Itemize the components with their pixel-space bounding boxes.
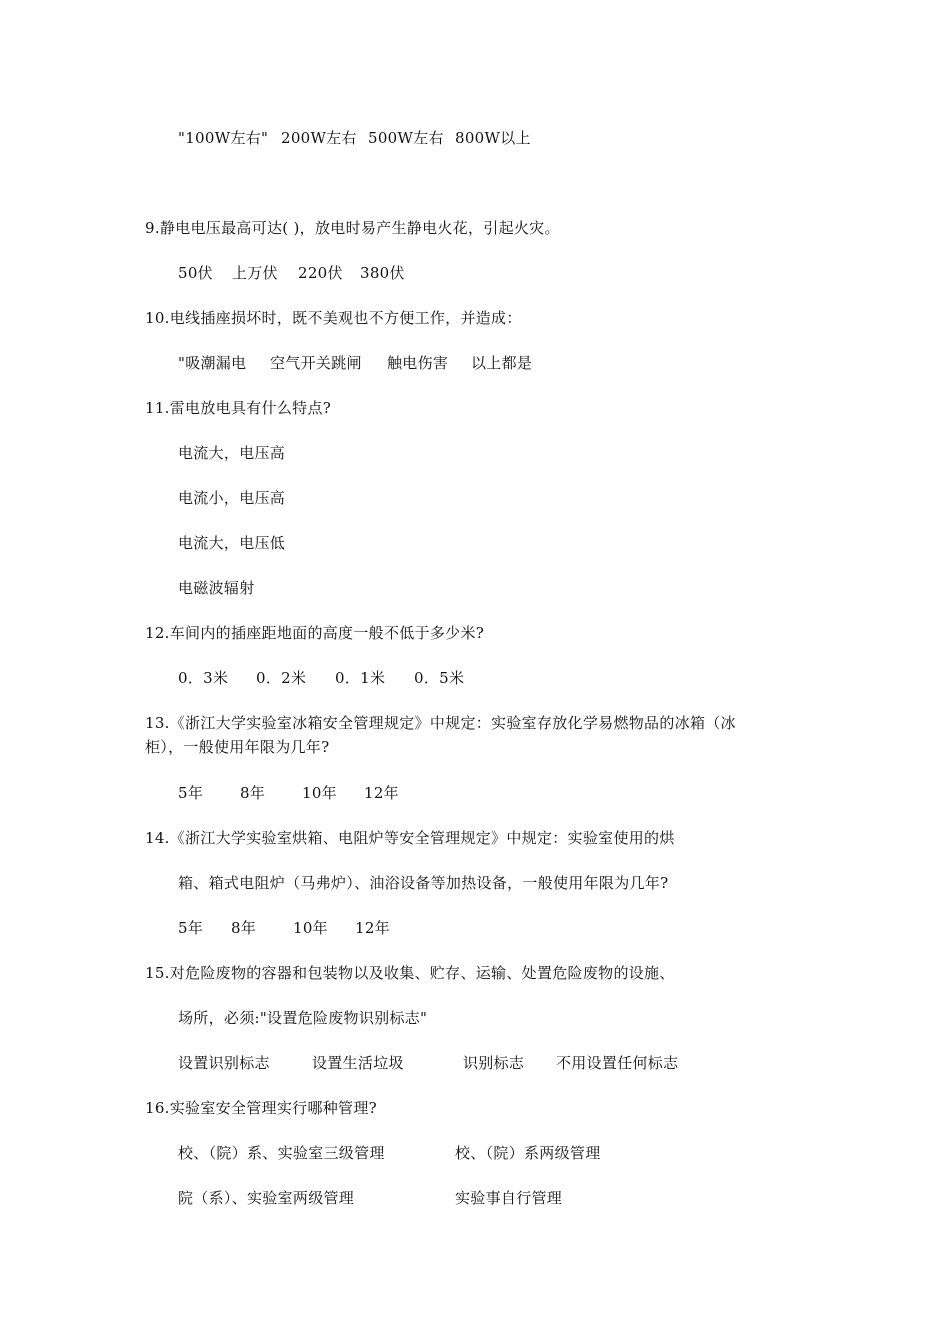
q10-option-b: 空气开关跳闸 <box>270 354 362 372</box>
q12-question: 12.车间内的插座距地面的高度一般不低于多少米? <box>145 624 485 642</box>
q13-option-b: 8年 <box>240 784 266 802</box>
q13-question-line2: 柜），一般使用年限为几年? <box>145 738 330 756</box>
q15-option-b: 设置生活垃圾 <box>312 1054 404 1072</box>
q16-option-b: 校、（院）系两级管理 <box>455 1144 601 1162</box>
q16-option-a: 校、（院）系、实验室三级管理 <box>178 1144 385 1162</box>
q14-option-d: 12年 <box>355 919 390 937</box>
q13-question-line1: 13.《浙江大学实验室冰箱安全管理规定》中规定：实验室存放化学易燃物品的冰箱（冰 <box>145 714 736 732</box>
q12-option-a: 0．3米 <box>178 669 229 687</box>
q15-question-line1: 15.对危险废物的容器和包装物以及收集、贮存、运输、处置危险废物的设施、 <box>145 964 675 982</box>
q13-option-a: 5年 <box>178 784 204 802</box>
q8-option-a: "100W左右" <box>178 129 269 147</box>
q14-option-b: 8年 <box>231 919 257 937</box>
q13-option-c: 10年 <box>302 784 337 802</box>
q8-option-c: 500W左右 <box>368 129 444 147</box>
q10-option-a: "吸潮漏电 <box>178 354 247 372</box>
q10-option-d: 以上都是 <box>471 354 533 372</box>
q12-option-d: 0．5米 <box>414 669 465 687</box>
q15-option-a: 设置识别标志 <box>178 1054 270 1072</box>
q14-question-line1: 14.《浙江大学实验室烘箱、电阻炉等安全管理规定》中规定：实验室使用的烘 <box>145 829 675 847</box>
q14-option-a: 5年 <box>178 919 204 937</box>
q16-option-d: 实验事自行管理 <box>455 1189 563 1207</box>
q15-option-c: 识别标志 <box>463 1054 525 1072</box>
q8-option-b: 200W左右 <box>281 129 357 147</box>
q14-question-line2: 箱、箱式电阻炉（马弗炉）、油浴设备等加热设备，一般使用年限为几年? <box>178 874 669 892</box>
q13-option-d: 12年 <box>364 784 399 802</box>
q11-option-b: 电流小，电压高 <box>178 489 286 507</box>
q9-option-d: 380伏 <box>360 264 405 282</box>
q8-option-d: 800W以上 <box>455 129 531 147</box>
q16-question: 16.实验室安全管理实行哪种管理? <box>145 1099 377 1117</box>
q12-option-b: 0．2米 <box>256 669 307 687</box>
q12-option-c: 0．1米 <box>335 669 386 687</box>
q15-question-line2: 场所，必须:"设置危险废物识别标志" <box>178 1009 428 1027</box>
q9-option-b: 上万伏 <box>232 264 278 282</box>
q10-question: 10.电线插座损坏时，既不美观也不方便工作，并造成： <box>145 309 522 327</box>
q9-question: 9.静电电压最高可达( )，放电时易产生静电火花，引起火灾。 <box>145 219 560 237</box>
q9-option-a: 50伏 <box>178 264 213 282</box>
q14-option-c: 10年 <box>293 919 328 937</box>
q11-option-a: 电流大，电压高 <box>178 444 286 462</box>
q9-option-c: 220伏 <box>298 264 343 282</box>
q11-option-d: 电磁波辐射 <box>178 579 255 597</box>
q11-question: 11.雷电放电具有什么特点? <box>145 399 332 417</box>
q15-option-d: 不用设置任何标志 <box>556 1054 679 1072</box>
q11-option-c: 电流大，电压低 <box>178 534 286 552</box>
q16-option-c: 院（系）、实验室两级管理 <box>178 1189 355 1207</box>
q10-option-c: 触电伤害 <box>387 354 449 372</box>
